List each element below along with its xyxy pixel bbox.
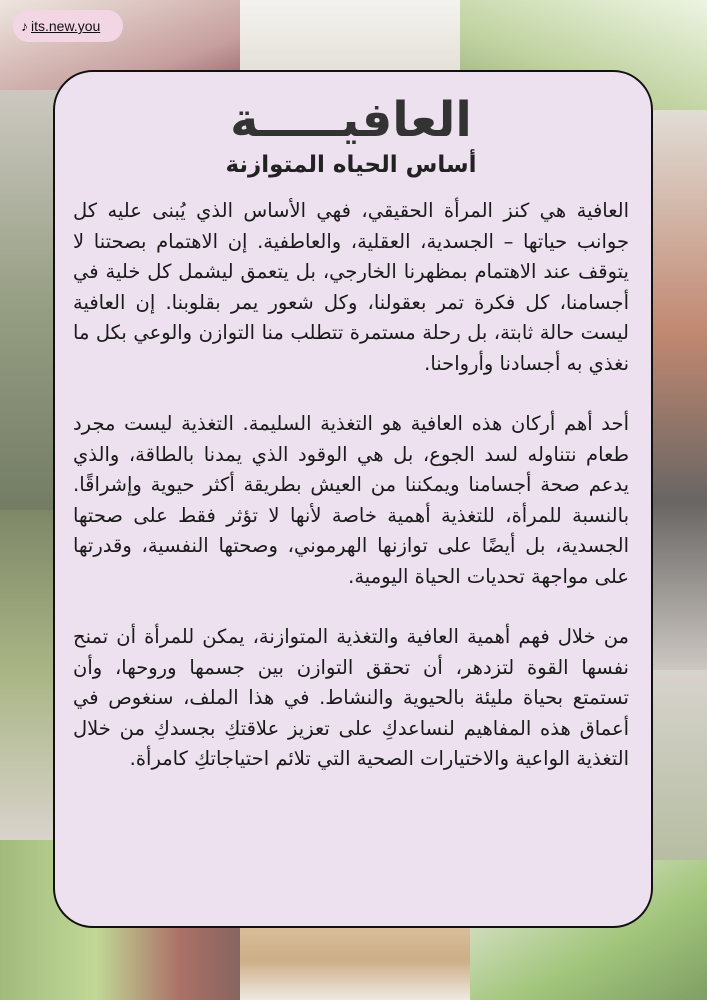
page-subtitle: أساس الحياه المتوازنة xyxy=(225,152,477,178)
page-title: العافيـــــة xyxy=(230,92,472,148)
paragraph: أحد أهم أركان هذه العافية هو التغذية السليمة. التغذية ليست مجرد طعام نتناوله لسد الجوع، بل هي الوقود الذي يمدنا بالطاقة، والذي يدعم صحة أجسامنا ويمكننا من العيش بطريقة أكثر حيوية وإشراقًا. بالنسبة للمرأة، للتغذية أهمية خاصة لأنها لا تؤثر فقط على صحتها الجسدية، بل أيضًا على توازنها الهرموني، وصحتها النفسية، وقدرتها على مواجهة تحديات الحياة اليومية. xyxy=(73,412,629,588)
content-card xyxy=(53,70,653,928)
social-handle-badge[interactable] xyxy=(13,10,123,42)
paragraph: من خلال فهم أهمية العافية والتغذية المتوازنة، يمكن للمرأة أن تمنح نفسها القوة لتزدهر، أن تحقق التوازن بين جسمها وروحها، وأن تستمتع بحياة مليئة بالحيوية والنشاط. في هذا الملف، سنغوص في أعماق هذه المفاهيم لنساعدكِ على تعزيز علاقتكِ بجسدكِ من خلال التغذية الواعية والاختيارات الصحية التي تلائم احتياجاتكِ كامرأة. xyxy=(73,625,629,770)
paragraph: العافية هي كنز المرأة الحقيقي، فهي الأساس الذي يُبنى عليه كل جوانب حياتها – الجسدية، العقلية، والعاطفية. إن الاهتمام بصحتنا لا يتوقف عند الاهتمام بمظهرنا الخارجي، بل يتعمق ليشمل كل خلية في أجسامنا، كل فكرة تمر بعقولنا، وكل شعور يمر بقلوبنا. إن العافية ليست حالة ثابتة، بل رحلة مستمرة تتطلب منا التوازن والوعي بكل ما نغذي به أجسادنا وأرواحنا. xyxy=(73,199,629,375)
tiktok-icon: ♪ xyxy=(21,18,28,34)
social-handle[interactable]: its.new.you xyxy=(31,18,101,34)
